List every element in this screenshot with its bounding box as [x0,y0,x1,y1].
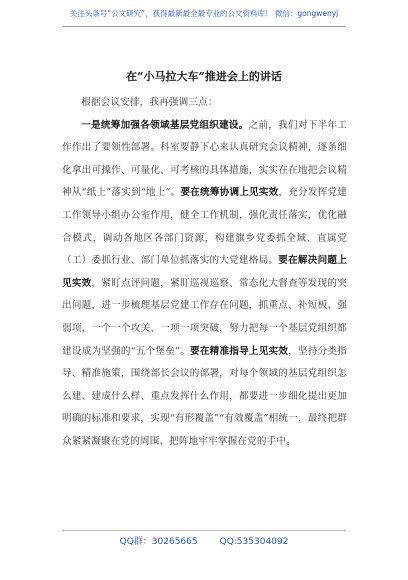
footer-divider [62,530,346,531]
header-promo-text: 关注头条号“公文研究”，获得最新最全最专业的公文资料库！ 微信：gongwenyj [69,9,339,18]
document-body [62,92,347,454]
footer-qq-group: QQ群：30265665 [119,537,198,547]
subpoint-coordination-heading: 要在统筹协调上见实效 [180,187,279,199]
subpoint-guidance-heading: 要在精准指导上见实效 [190,345,289,357]
subpoint-problem-solving-heading: 要在解决问题上见实效 [62,255,347,289]
footer-qq: QQ:535304092 [219,537,289,547]
paragraph-text-b: ，充分发挥党建工作领导小组办公室作用，健全工作机制，强化责任落实，优化融合模式，调动各地区各部门资源，构建旗乡党委抓全域、直属党（工）委抓行业、部门单位抓落实的大党建格局。 [62,187,347,267]
paragraph-text-c: ，紧盯点评问题，紧盯巡视巡察、常态化大督查等发现的突出问题，进一步梳理基层党建工作存在问题，抓重点、补短板、强弱项，一个一个攻关、一项一项突破，努力把每一个基层党组织都建设成为坚强的“五个堡垒”。 [62,277,347,357]
paragraph-text-d: ，坚持分类指导、精准施策，围绕部长会议的部署，对每个领域的基层党组织怎么建、建成什么样、重点发挥什么作用，都要进一步细化提出更加明确的标准和要求，实现“有形覆盖”“有效覆盖”相统一，最终把群众紧紧凝聚在党的周围、把阵地牢牢掌握在党的手中。 [62,345,348,447]
document-title: 在“小马拉大车”推进会上的讲话 [126,70,282,83]
paragraph-text-a: 之前，我们对下半年工作作出了要领性部署。科室要静下心来认真研究会议精神，逐条细化拿出可操作、可量化、可考核的具体措施，实实在在地把会议精神从“纸上”落实到“地上”。 [62,119,347,199]
header-divider [62,26,346,27]
main-paragraph [62,115,347,454]
footer-contact [0,534,408,547]
point-one-heading: 一是统筹加强各领域基层党组织建设。 [81,119,249,131]
intro-paragraph: 根据会议安排，我再强调三点： [81,97,218,108]
